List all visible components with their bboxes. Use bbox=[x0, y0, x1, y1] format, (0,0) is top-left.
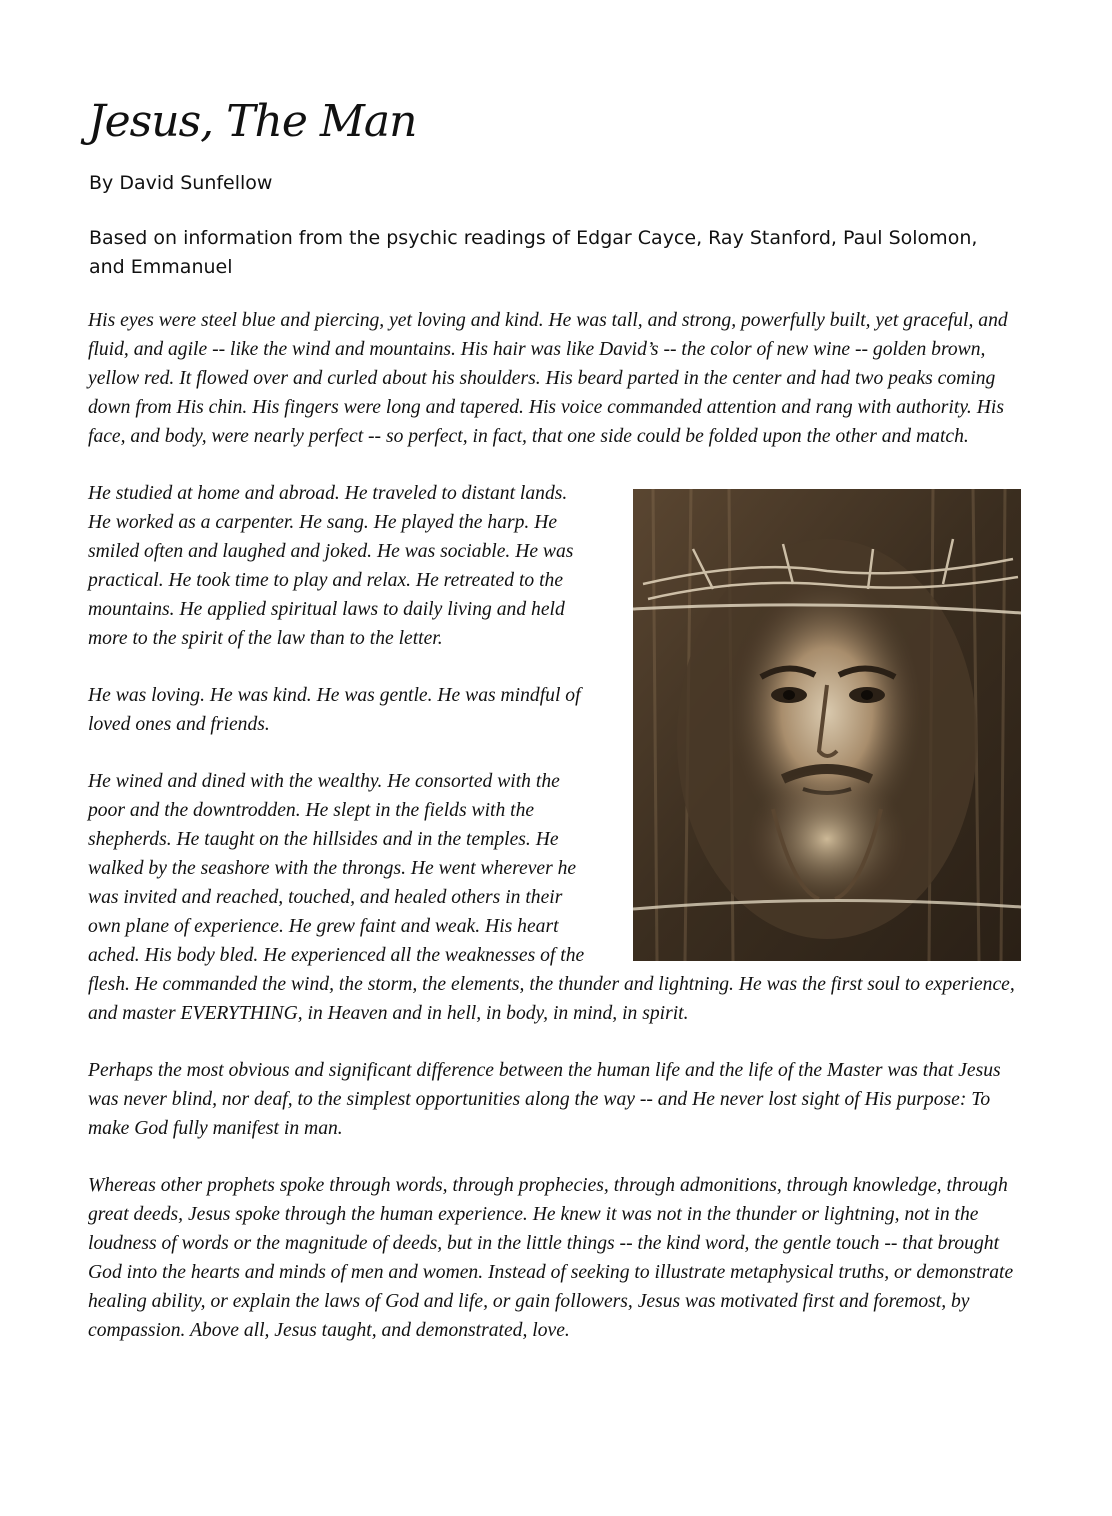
paragraph-3-text: He was loving. He was kind. He was gentle. He was mindful of loved ones and friends. bbox=[88, 685, 581, 735]
author-byline: By David Sunfellow bbox=[89, 172, 273, 194]
paragraph-2-text: He studied at home and abroad. He traveled to distant lands. He worked as a carpenter. He sang. He played the harp. He smiled often and laughed and joked. He was sociable. He was practical. He took time to play and relax. He retreated to the mountains. He applied spiritual laws to daily living and held more to the spirit of the law than to the letter. bbox=[88, 483, 574, 649]
paragraph-4-text: He wined and dined with the wealthy. He consorted with the poor and the downtrodden. He slept in the fields with the shepherds. He taught on the hillsides and in the temples. He walked by the seashore with the throngs. He went wherever he was invited and reached, touched, and healed others in their own plane of experience. He grew faint and weak. His heart ached. His body bled. He experienced all the weaknesses of the flesh. He commanded the wind, the storm, the elements, the thunder and lightning. He was the first soul to experience, and master EVERYTHING, in Heaven and in hell, in body, in mind, in spirit. bbox=[88, 771, 1015, 1024]
article-body bbox=[88, 306, 1033, 1373]
shroud-portrait-image bbox=[633, 489, 1021, 961]
paragraph-6-text: Whereas other prophets spoke through words, through prophecies, through admonitions, through knowledge, through great deeds, Jesus spoke through the human experience. He knew it was not in the thunder or lightning, not in the loudness of words or the magnitude of deeds, but in the little things -- the kind word, the gentle touch -- that brought God into the hearts and minds of men and women. Instead of seeking to illustrate metaphysical truths, or demonstrate healing ability, or explain the laws of God and life, or gain followers, Jesus was motivated first and foremost, by compassion. Above all, Jesus taught, and demonstrated, love. bbox=[88, 1175, 1014, 1341]
paragraph-5-text: Perhaps the most obvious and significant difference between the human life and the life of the Master was that Jesus was never blind, nor deaf, to the simplest opportunities along the way -- and He never lost sight of His purpose: To make God fully manifest in man. bbox=[88, 1060, 1001, 1139]
paragraph-5 bbox=[88, 1056, 1033, 1143]
paragraph-6 bbox=[88, 1171, 1033, 1345]
subtitle: Based on information from the psychic readings of Edgar Cayce, Ray Stanford, Paul Solomon, and Emmanuel bbox=[89, 227, 978, 278]
paragraph-1-text: His eyes were steel blue and piercing, yet loving and kind. He was tall, and strong, powerfully built, yet graceful, and fluid, and agile -- like the wind and mountains. His hair was like David’s -- the color of new wine -- golden brown, yellow red. It flowed over and curled about his shoulders. His beard parted in the center and had two peaks coming down from His chin. His fingers were long and tapered. His voice commanded attention and rang with authority. His face, and body, were nearly perfect -- so perfect, in fact, that one side could be folded upon the other and match. bbox=[88, 310, 1008, 447]
page-title: Jesus, The Man bbox=[88, 96, 417, 147]
paragraph-1 bbox=[88, 306, 1033, 451]
